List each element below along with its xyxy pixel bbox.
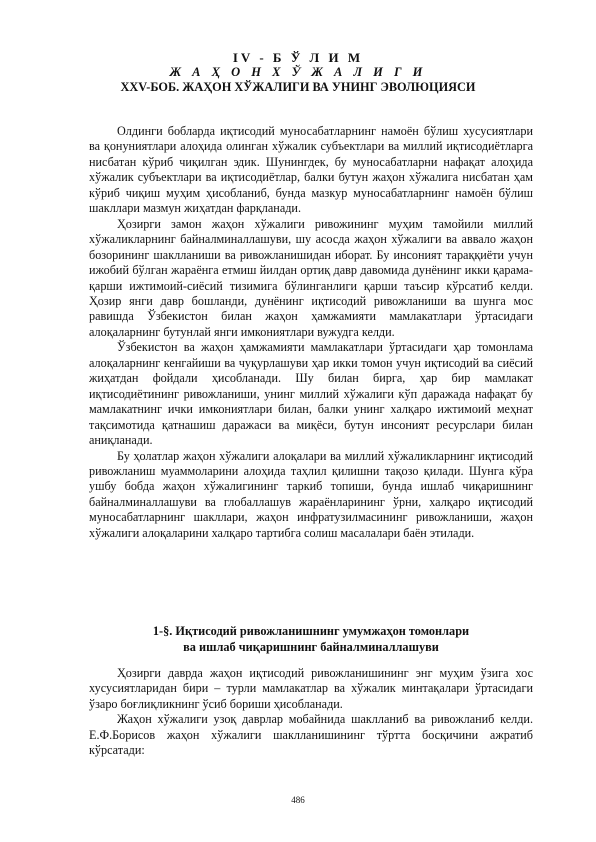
paragraph: Ўзбекистон ва жаҳон ҳамжамияти мамлакатлари ўртасидаги ҳар томонлама алоқаларнинг кенгайиши ва чуқурлашуви ҳар икки томон учун иқтисодий ва сиёсий жиҳатдан фойдали ҳисобланади. Шу билан бирга, ҳар бир мамлакат иқтисодиётининг ривожланиши, унинг миллий хўжалиги кўп даражада нафақат бу мамлакатнинг ички имкониятлари билан, балки унинг халқаро ижтимоий меҳнат тақсимотида қатнашиш даражаси ва миқёси, бутун инсоният ресурслари билан аниқланади. [89, 340, 533, 448]
section-title-line: 1-§. Иқтисодий ривожланишнинг умумжаҳон томонлари [152, 624, 470, 638]
section-text [89, 666, 533, 759]
paragraph: Жаҳон хўжалиги узоқ даврлар мобайнида шаклланиб ва ривожланиб келди. Е.Ф.Борисов жаҳон хўжалиги шаклланишининг тўртта босқичини ажратиб кўрсатади: [89, 712, 533, 758]
paragraph: Бу ҳолатлар жаҳон хўжалиги алоқалари ва миллий хўжаликларнинг иқтисодий ривожланиш муаммоларини алоҳида таҳлил қилишни тақозо қилади. Шунга кўра ушбу бобда жаҳон хўжалигининг таркиб топиши, бунда ишлаб чиқаришнинг байналминаллашуви ва глобаллашув жараёнларининг ўрни, халқаро иқтисодий муносабатларнинг шакллари, жаҳон инфратузилмасининг ривожланиши, жаҳон хўжалиги алоқаларини халқаро тартибга солиш масалалари баён этилади. [89, 448, 533, 540]
part-subtitle: Ж А Ҳ О Н Х Ў Ж А Л И Г И [169, 65, 427, 79]
intro-text [89, 124, 533, 541]
chapter-title: XXV-БОБ. ЖАҲОН ХЎЖАЛИГИ ВА УНИНГ ЭВОЛЮЦИЯСИ [120, 80, 476, 94]
paragraph: Олдинги бобларда иқтисодий муносабатларнинг намоён бўлиш хусусиятлари ва қонуниятлари алоҳида олинган хўжалик субъектлари ва миллий иқтисодиётларга нисбатан кўриб чиқилган эдик. Шунингдек, бу муносабатларни нафақат алоҳида хўжалик субъектлари ва иқтисодиётлар, балки бутун жаҳон хўжалига нисбатан ҳам кўриб чиқиш муҳим ҳисобланиб, бунда мазкур муносабатларнинг намоён бўлиш шакллари мазмун жиҳатдан фарқланади. [89, 124, 533, 216]
section-title [89, 624, 533, 655]
page-number: 486 [291, 795, 305, 805]
part-title: IV - Б Ў Л И М [232, 50, 364, 65]
section-title-line: ва ишлаб чиқаришнинг байналминаллашуви [183, 639, 439, 654]
paragraph: Ҳозирги замон жаҳон хўжалиги ривожининг муҳим тамойили миллий хўжаликларнинг байналминаллашуви, шу асосда жаҳон хўжалиги ва аввало жаҳон бозорининг шаклланиши ва ривожланишидан иборат. Бу инсоният тараққиёти учун ижобий бўлган жараёнга етмиш йилдан ортиқ давр давомида дунёнинг икки қарама-қарши ижтимоий-сиёсий тизимига бўлинганлиги қарши таъсир кўрсатиб келди. Ҳозир янги давр бошланди, дунёнинг иқтисодий ривожланиши ва шунга мос равишда Ўзбекистон билан жаҳон ҳамжамияти мамлакатлари ўртасидаги алоқаларнинг бутунлай янги имкониятлари вужудга келди. [89, 216, 533, 339]
paragraph: Ҳозирги даврда жаҳон иқтисодий ривожланишининг энг муҳим ўзига хос хусусиятларидан бири – турли мамлакатлар ва хўжалик минтақалари ўртасидаги ўзаро боғлиқликнинг ўсиб бориши ҳисобланади. [89, 666, 533, 711]
header-block [0, 50, 596, 95]
